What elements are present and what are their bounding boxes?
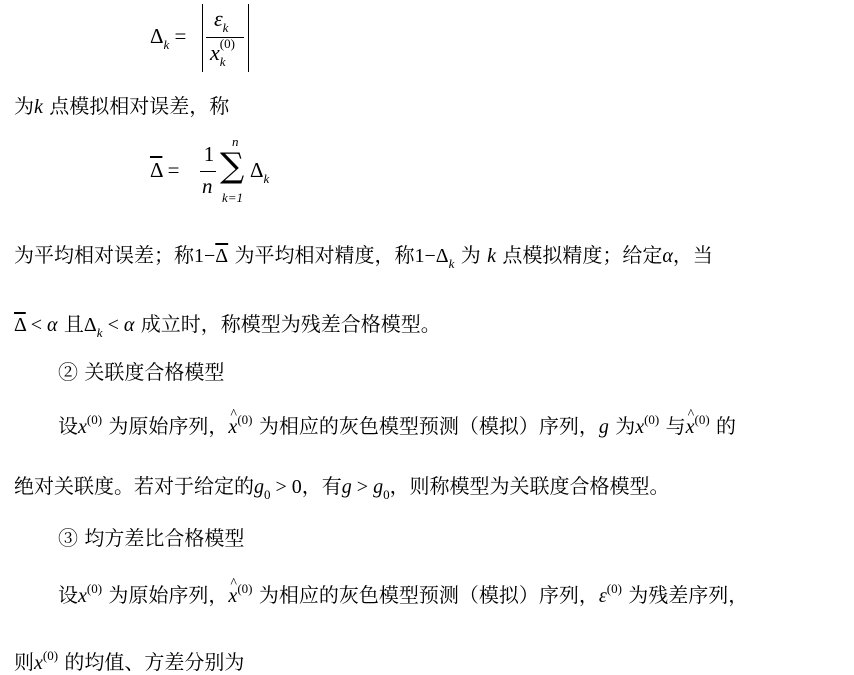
heading-relevance-model: ② 关联度合格模型 bbox=[58, 360, 225, 384]
summand: $\Delta_k$ bbox=[250, 158, 270, 186]
fraction-line bbox=[200, 171, 216, 172]
text-line-4: 设$x^{(0)}$ 为原始序列，^ $x^{(0)}$ 为相应的灰色模型预测（模拟）序列，g 为$x^{(0)}$ 与^ $x^{(0)}$ 的 bbox=[58, 408, 736, 439]
formula2-one: 1 bbox=[203, 142, 215, 166]
formula1-numerator: $\varepsilon_k$ bbox=[214, 6, 229, 35]
text-line-7: 则$x^{(0)}$ 的均值、方差分别为 bbox=[14, 648, 245, 674]
relative-error-formula bbox=[150, 0, 260, 76]
text-line-2: 为平均相对误差；称$1-\overline{\Delta}$ 为平均相对精度，称$1-\Delta_k$ 为 k 点模拟精度；给定α，当 bbox=[14, 243, 713, 271]
abs-bar-left bbox=[202, 4, 203, 72]
abs-bar-right bbox=[248, 4, 249, 72]
text-line-1: 为k 点模拟相对误差，称 bbox=[14, 94, 230, 118]
summation-sign: ∑ bbox=[220, 146, 245, 186]
text-line-6: 设$x^{(0)}$ 为原始序列，^ $x^{(0)}$ 为相应的灰色模型预测（模拟）序列，$\varepsilon^{(0)}$ 为残差序列， bbox=[58, 577, 748, 608]
text-line-3: $\overline{\Delta} < \alpha$ 且$\Delta_k < \alpha$ 成立时，称模型为残差合格模型。 bbox=[14, 312, 441, 340]
text-line-5: 绝对关联度。若对于给定的$g_0 > 0$，有$g > g_0$，则称模型为关联度合格模型。 bbox=[14, 474, 670, 502]
sum-lower-limit: k=1 bbox=[222, 190, 244, 205]
formula2-lhs: $\overline{\Delta}$ = bbox=[150, 158, 180, 182]
formula2-n: n bbox=[202, 174, 213, 198]
sum-upper-limit: n bbox=[232, 134, 239, 149]
mean-relative-error-formula bbox=[150, 134, 290, 210]
heading-variance-ratio-model: ③ 均方差比合格模型 bbox=[58, 526, 245, 550]
formula1-lhs: $\Delta_k$ = bbox=[150, 24, 187, 52]
formula1-denominator: x (0) k bbox=[210, 36, 235, 69]
